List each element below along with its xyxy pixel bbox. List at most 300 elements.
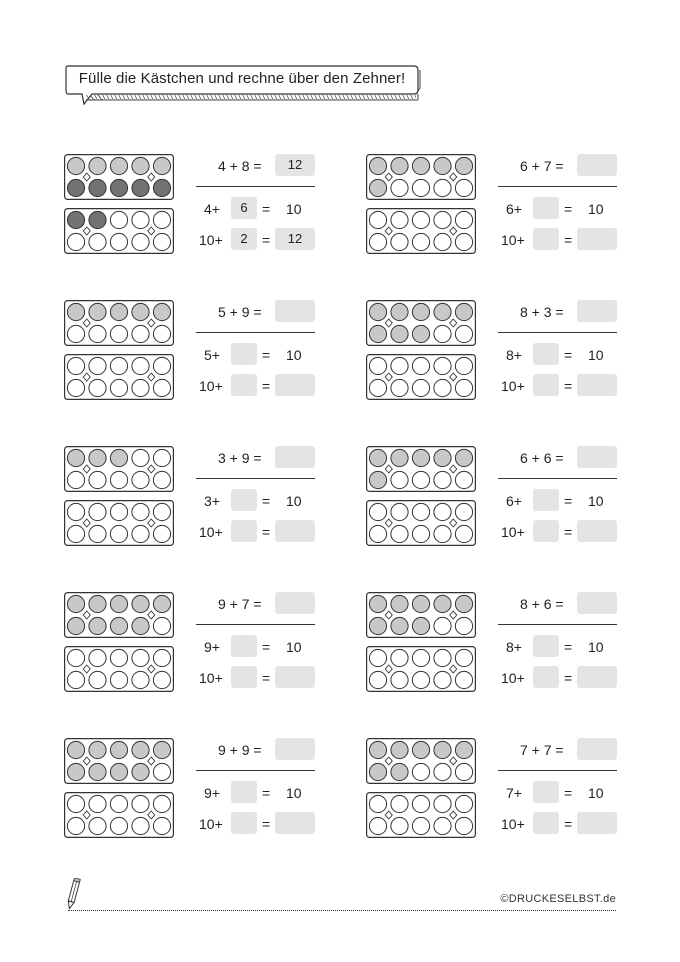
step1-label: 8+ [506, 347, 522, 363]
answer-box[interactable] [577, 154, 617, 176]
final-answer-box[interactable] [577, 666, 617, 688]
counter-circle[interactable] [110, 303, 127, 320]
counter-circle[interactable] [132, 211, 149, 228]
counter-circle[interactable] [391, 649, 408, 666]
counter-circle[interactable] [153, 325, 170, 342]
step1-label: 9+ [204, 639, 220, 655]
counter-circle[interactable] [153, 617, 170, 634]
counter-circle[interactable] [369, 303, 386, 320]
counter-circle[interactable] [455, 595, 472, 612]
step1-label: 5+ [204, 347, 220, 363]
counter-circle[interactable] [412, 325, 429, 342]
counter-circle[interactable] [67, 595, 84, 612]
counter-circle[interactable] [369, 741, 386, 758]
counter-circle[interactable] [369, 449, 386, 466]
counter-circle[interactable] [391, 471, 408, 488]
fill-box-second[interactable] [533, 666, 559, 688]
fill-box-first[interactable] [533, 197, 559, 219]
counter-circle[interactable] [110, 817, 127, 834]
counter-circle[interactable] [412, 649, 429, 666]
counter-circle[interactable] [153, 503, 170, 520]
counter-circle[interactable] [110, 741, 127, 758]
counter-circle[interactable] [89, 649, 106, 666]
counter-circle[interactable] [67, 233, 84, 250]
final-answer-box[interactable] [577, 374, 617, 396]
counter-circle[interactable] [369, 795, 386, 812]
counter-circle[interactable] [369, 617, 386, 634]
counter-circle[interactable] [153, 179, 170, 196]
counter-circle[interactable] [455, 471, 472, 488]
counter-circle[interactable] [369, 595, 386, 612]
counter-circle[interactable] [89, 157, 106, 174]
counter-circle[interactable] [434, 503, 451, 520]
counter-circle[interactable] [455, 741, 472, 758]
counter-circle[interactable] [153, 357, 170, 374]
counter-circle[interactable] [412, 741, 429, 758]
equals-sign: = [262, 347, 271, 363]
counter-circle[interactable] [434, 233, 451, 250]
counter-circle[interactable] [110, 379, 127, 396]
ten-label: 10 [286, 639, 302, 655]
counter-circle[interactable] [369, 179, 386, 196]
exercise-5 [64, 446, 324, 546]
fill-box-second[interactable] [533, 374, 559, 396]
counter-circle[interactable] [89, 503, 106, 520]
counter-circle[interactable] [67, 503, 84, 520]
counter-circle[interactable] [67, 795, 84, 812]
equals-sign: = [564, 670, 573, 686]
counter-circle[interactable] [391, 379, 408, 396]
counter-circle[interactable] [132, 817, 149, 834]
ten-frame-top [366, 300, 476, 346]
counter-circle[interactable] [369, 357, 386, 374]
counter-circle[interactable] [132, 525, 149, 542]
counter-circle[interactable] [132, 303, 149, 320]
fill-box-second[interactable] [533, 228, 559, 250]
counter-circle[interactable] [67, 449, 84, 466]
step2-label: 10+ [199, 232, 223, 248]
step2-label: 10+ [501, 524, 525, 540]
divider-line [196, 332, 315, 333]
counter-circle[interactable] [391, 503, 408, 520]
counter-circle[interactable] [369, 211, 386, 228]
final-answer-box[interactable] [275, 520, 315, 542]
counter-circle[interactable] [455, 357, 472, 374]
answer-box[interactable] [275, 592, 315, 614]
counter-circle[interactable] [89, 449, 106, 466]
counter-circle[interactable] [89, 233, 106, 250]
counter-circle[interactable] [89, 741, 106, 758]
final-answer-box[interactable] [275, 812, 315, 834]
counter-circle[interactable] [132, 649, 149, 666]
fill-box-first[interactable] [231, 781, 257, 803]
step2-label: 10+ [199, 816, 223, 832]
counter-circle[interactable] [67, 741, 84, 758]
step2-label: 10+ [199, 670, 223, 686]
fill-box-second[interactable] [231, 374, 257, 396]
equals-sign: = [564, 493, 573, 509]
counter-circle[interactable] [67, 325, 84, 342]
ten-label: 10 [286, 347, 302, 363]
counter-circle[interactable] [391, 671, 408, 688]
counter-circle[interactable] [89, 379, 106, 396]
counter-circle[interactable] [434, 379, 451, 396]
ten-label: 10 [286, 493, 302, 509]
counter-circle[interactable] [412, 795, 429, 812]
counter-circle[interactable] [132, 671, 149, 688]
fill-box-second[interactable] [533, 520, 559, 542]
counter-circle[interactable] [110, 471, 127, 488]
counter-circle[interactable] [434, 303, 451, 320]
equals-sign: = [564, 785, 573, 801]
counter-circle[interactable] [455, 379, 472, 396]
counter-circle[interactable] [391, 525, 408, 542]
ten-label: 10 [588, 201, 604, 217]
counter-circle[interactable] [369, 471, 386, 488]
counter-circle[interactable] [89, 357, 106, 374]
ten-frame-bottom [64, 208, 174, 254]
answer-box[interactable] [577, 592, 617, 614]
fill-box-first[interactable] [533, 343, 559, 365]
fill-box-first[interactable] [231, 635, 257, 657]
counter-circle[interactable] [132, 449, 149, 466]
counter-circle[interactable] [132, 595, 149, 612]
exercise-9 [64, 738, 324, 838]
counter-circle[interactable] [89, 325, 106, 342]
counter-circle[interactable] [434, 595, 451, 612]
answer-box[interactable] [577, 446, 617, 468]
divider-line [498, 770, 617, 771]
counter-circle[interactable] [455, 617, 472, 634]
counter-circle[interactable] [110, 595, 127, 612]
counter-circle[interactable] [434, 179, 451, 196]
counter-circle[interactable] [110, 325, 127, 342]
counter-circle[interactable] [391, 303, 408, 320]
counter-circle[interactable] [89, 303, 106, 320]
counter-circle[interactable] [153, 157, 170, 174]
counter-circle[interactable] [67, 525, 84, 542]
counter-circle[interactable] [455, 525, 472, 542]
counter-circle[interactable] [455, 503, 472, 520]
counter-circle[interactable] [412, 817, 429, 834]
counter-circle[interactable] [89, 471, 106, 488]
counter-circle[interactable] [153, 595, 170, 612]
counter-circle[interactable] [110, 795, 127, 812]
counter-circle[interactable] [132, 233, 149, 250]
answer-box[interactable] [275, 300, 315, 322]
counter-circle[interactable] [132, 617, 149, 634]
counter-circle[interactable] [412, 211, 429, 228]
counter-circle[interactable] [110, 211, 127, 228]
answer-box[interactable]: 12 [275, 154, 315, 176]
counter-circle[interactable] [455, 233, 472, 250]
counter-circle[interactable] [89, 525, 106, 542]
fill-box-first[interactable]: 6 [231, 197, 257, 219]
counter-circle[interactable] [132, 763, 149, 780]
ten-frame-top [64, 154, 174, 200]
counter-circle[interactable] [153, 303, 170, 320]
equals-sign: = [564, 378, 573, 394]
counter-circle[interactable] [391, 157, 408, 174]
counter-circle[interactable] [132, 357, 149, 374]
counter-circle[interactable] [89, 595, 106, 612]
answer-box[interactable] [275, 446, 315, 468]
equals-sign: = [564, 347, 573, 363]
equals-sign: = [564, 232, 573, 248]
fill-box-first[interactable] [533, 489, 559, 511]
counter-circle[interactable] [455, 211, 472, 228]
counter-circle[interactable] [369, 233, 386, 250]
exercise-7 [64, 592, 324, 692]
divider-line [498, 624, 617, 625]
counter-circle[interactable] [67, 817, 84, 834]
final-answer-box[interactable] [577, 228, 617, 250]
divider-line [196, 186, 315, 187]
fill-box-first[interactable] [231, 489, 257, 511]
counter-circle[interactable] [434, 449, 451, 466]
counter-circle[interactable] [391, 617, 408, 634]
fill-box-second[interactable] [533, 812, 559, 834]
counter-circle[interactable] [67, 617, 84, 634]
step1-label: 6+ [506, 201, 522, 217]
equals-sign: = [262, 816, 271, 832]
counter-circle[interactable] [412, 157, 429, 174]
counter-circle[interactable] [391, 211, 408, 228]
ten-frame-bottom [366, 646, 476, 692]
counter-circle[interactable] [153, 211, 170, 228]
counter-circle[interactable] [67, 763, 84, 780]
counter-circle[interactable] [110, 449, 127, 466]
equals-sign: = [564, 639, 573, 655]
counter-circle[interactable] [153, 795, 170, 812]
counter-circle[interactable] [132, 379, 149, 396]
counter-circle[interactable] [412, 471, 429, 488]
counter-circle[interactable] [89, 671, 106, 688]
step2-label: 10+ [501, 670, 525, 686]
equals-sign: = [564, 816, 573, 832]
final-answer-box[interactable] [275, 374, 315, 396]
counter-circle[interactable] [412, 379, 429, 396]
counter-circle[interactable] [369, 503, 386, 520]
counter-circle[interactable] [153, 379, 170, 396]
equals-sign: = [262, 378, 271, 394]
fill-box-first[interactable] [533, 635, 559, 657]
step1-label: 9+ [204, 785, 220, 801]
counter-circle[interactable] [153, 671, 170, 688]
counter-circle[interactable] [391, 325, 408, 342]
counter-circle[interactable] [89, 211, 106, 228]
ten-frame-bottom [64, 646, 174, 692]
counter-circle[interactable] [153, 649, 170, 666]
counter-circle[interactable] [153, 233, 170, 250]
answer-box[interactable] [577, 300, 617, 322]
counter-circle[interactable] [110, 233, 127, 250]
counter-circle[interactable] [369, 525, 386, 542]
step2-label: 10+ [199, 524, 223, 540]
counter-circle[interactable] [153, 741, 170, 758]
counter-circle[interactable] [67, 357, 84, 374]
counter-circle[interactable] [89, 817, 106, 834]
counter-circle[interactable] [412, 233, 429, 250]
counter-circle[interactable] [455, 763, 472, 780]
counter-circle[interactable] [67, 471, 84, 488]
step2-label: 10+ [199, 378, 223, 394]
counter-circle[interactable] [434, 617, 451, 634]
fill-box-second[interactable] [231, 812, 257, 834]
counter-circle[interactable] [455, 817, 472, 834]
counter-circle[interactable] [391, 233, 408, 250]
counter-circle[interactable] [391, 795, 408, 812]
counter-circle[interactable] [110, 671, 127, 688]
counter-circle[interactable] [369, 157, 386, 174]
counter-circle[interactable] [132, 157, 149, 174]
equation-label: 8 + 3 = [520, 304, 564, 320]
counter-circle[interactable] [369, 649, 386, 666]
counter-circle[interactable] [369, 379, 386, 396]
counter-circle[interactable] [89, 795, 106, 812]
counter-circle[interactable] [434, 649, 451, 666]
final-answer-box[interactable] [577, 812, 617, 834]
exercise-10 [366, 738, 626, 838]
counter-circle[interactable] [67, 379, 84, 396]
counter-circle[interactable] [434, 795, 451, 812]
counter-circle[interactable] [132, 471, 149, 488]
ten-frame-top [64, 592, 174, 638]
counter-circle[interactable] [434, 525, 451, 542]
counter-circle[interactable] [132, 179, 149, 196]
counter-circle[interactable] [455, 303, 472, 320]
instruction-text: Fülle die Kästchen und rechne über den Zehner! [78, 70, 406, 87]
step1-label: 8+ [506, 639, 522, 655]
counter-circle[interactable] [455, 649, 472, 666]
counter-circle[interactable] [455, 179, 472, 196]
divider-line [196, 770, 315, 771]
counter-circle[interactable] [434, 325, 451, 342]
final-answer-box[interactable] [275, 666, 315, 688]
counter-circle[interactable] [67, 671, 84, 688]
counter-circle[interactable] [391, 595, 408, 612]
counter-circle[interactable] [412, 595, 429, 612]
counter-circle[interactable] [132, 503, 149, 520]
counter-circle[interactable] [369, 671, 386, 688]
counter-circle[interactable] [67, 211, 84, 228]
counter-circle[interactable] [67, 157, 84, 174]
counter-circle[interactable] [391, 449, 408, 466]
fill-box-first[interactable] [533, 781, 559, 803]
counter-circle[interactable] [153, 525, 170, 542]
counter-circle[interactable] [434, 671, 451, 688]
counter-circle[interactable] [391, 741, 408, 758]
fill-box-first[interactable] [231, 343, 257, 365]
counter-circle[interactable] [110, 649, 127, 666]
ten-frame-top [366, 738, 476, 784]
credit-label: ©DRUCKESELBST.de [500, 893, 616, 905]
equals-sign: = [262, 201, 271, 217]
equation-label: 4 + 8 = [218, 158, 262, 174]
counter-circle[interactable] [89, 179, 106, 196]
counter-circle[interactable] [412, 303, 429, 320]
counter-circle[interactable] [412, 763, 429, 780]
counter-circle[interactable] [110, 617, 127, 634]
counter-circle[interactable] [391, 763, 408, 780]
equals-sign: = [262, 639, 271, 655]
divider-line [498, 478, 617, 479]
ten-frame-top [64, 446, 174, 492]
final-answer-box[interactable]: 12 [275, 228, 315, 250]
counter-circle[interactable] [153, 471, 170, 488]
equals-sign: = [262, 785, 271, 801]
counter-circle[interactable] [455, 795, 472, 812]
counter-circle[interactable] [89, 617, 106, 634]
counter-circle[interactable] [412, 503, 429, 520]
equals-sign: = [262, 670, 271, 686]
counter-circle[interactable] [369, 817, 386, 834]
counter-circle[interactable] [110, 763, 127, 780]
counter-circle[interactable] [110, 357, 127, 374]
counter-circle[interactable] [412, 179, 429, 196]
counter-circle[interactable] [132, 741, 149, 758]
counter-circle[interactable] [369, 763, 386, 780]
counter-circle[interactable] [132, 795, 149, 812]
counter-circle[interactable] [412, 357, 429, 374]
equation-label: 9 + 7 = [218, 596, 262, 612]
counter-circle[interactable] [455, 671, 472, 688]
counter-circle[interactable] [391, 179, 408, 196]
fill-box-second[interactable]: 2 [231, 228, 257, 250]
counter-circle[interactable] [434, 357, 451, 374]
counter-circle[interactable] [153, 817, 170, 834]
equation-label: 7 + 7 = [520, 742, 564, 758]
counter-circle[interactable] [153, 449, 170, 466]
counter-circle[interactable] [391, 357, 408, 374]
counter-circle[interactable] [455, 157, 472, 174]
counter-circle[interactable] [434, 763, 451, 780]
counter-circle[interactable] [412, 617, 429, 634]
step1-label: 4+ [204, 201, 220, 217]
fill-box-second[interactable] [231, 520, 257, 542]
counter-circle[interactable] [369, 325, 386, 342]
counter-circle[interactable] [412, 449, 429, 466]
counter-circle[interactable] [110, 179, 127, 196]
counter-circle[interactable] [67, 649, 84, 666]
counter-circle[interactable] [67, 179, 84, 196]
counter-circle[interactable] [412, 671, 429, 688]
answer-box[interactable] [275, 738, 315, 760]
counter-circle[interactable] [110, 525, 127, 542]
step1-label: 7+ [506, 785, 522, 801]
counter-circle[interactable] [434, 211, 451, 228]
counter-circle[interactable] [67, 303, 84, 320]
counter-circle[interactable] [434, 817, 451, 834]
final-answer-box[interactable] [577, 520, 617, 542]
ten-label: 10 [286, 201, 302, 217]
counter-circle[interactable] [110, 157, 127, 174]
counter-circle[interactable] [110, 503, 127, 520]
counter-circle[interactable] [434, 741, 451, 758]
fill-box-second[interactable] [231, 666, 257, 688]
counter-circle[interactable] [434, 471, 451, 488]
ten-frame-bottom [366, 354, 476, 400]
counter-circle[interactable] [434, 157, 451, 174]
counter-circle[interactable] [455, 325, 472, 342]
counter-circle[interactable] [153, 763, 170, 780]
counter-circle[interactable] [132, 325, 149, 342]
counter-circle[interactable] [412, 525, 429, 542]
answer-box[interactable] [577, 738, 617, 760]
counter-circle[interactable] [455, 449, 472, 466]
counter-circle[interactable] [391, 817, 408, 834]
counter-circle[interactable] [89, 763, 106, 780]
